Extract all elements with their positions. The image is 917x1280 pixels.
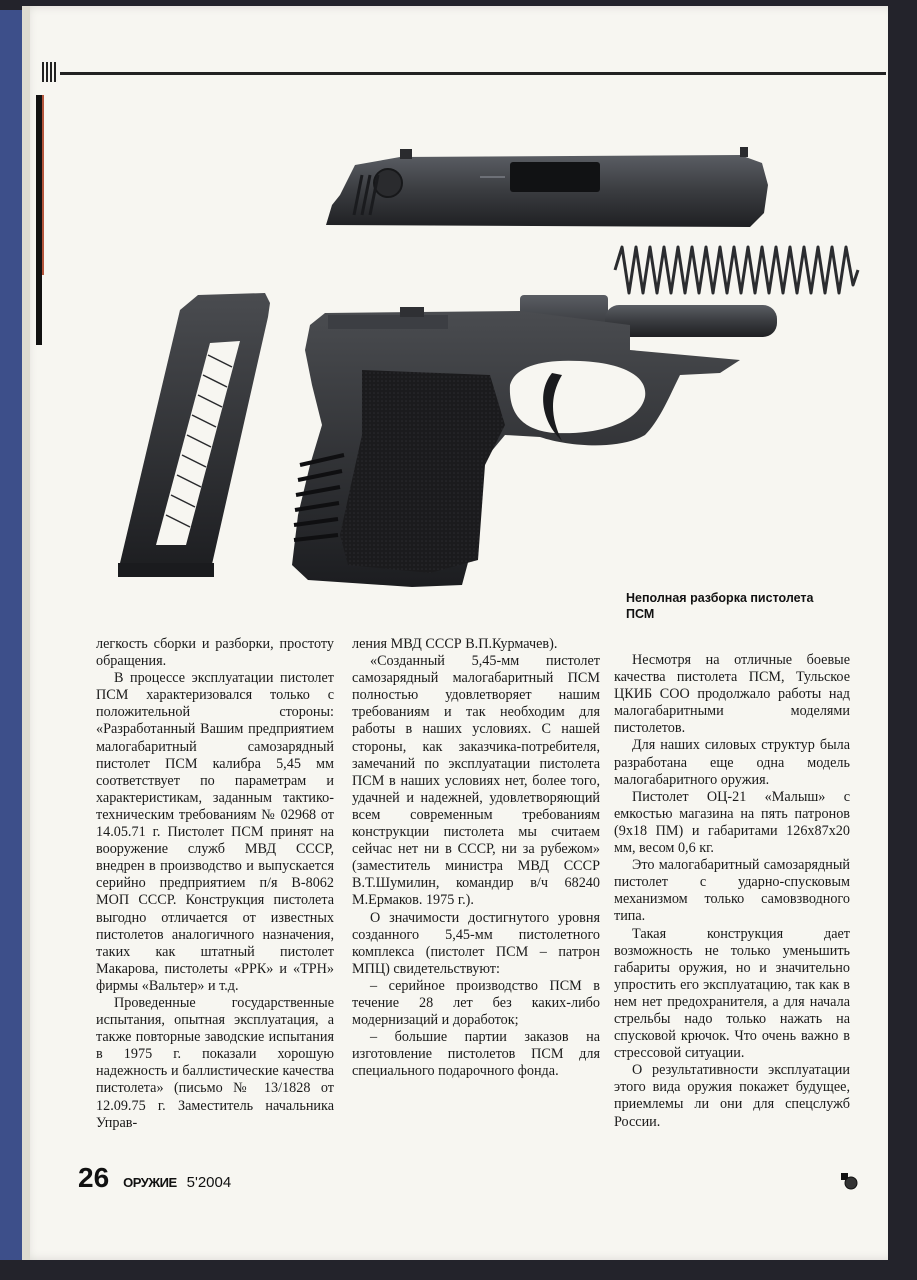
magazine <box>118 293 270 577</box>
page-footer <box>78 1162 231 1202</box>
pistol-disassembly-photo <box>100 135 880 595</box>
page-edge <box>22 6 30 1260</box>
magazine-logo: ОРУЖИЕ <box>123 1175 177 1190</box>
photo-caption <box>626 590 876 622</box>
paragraph: О результативности эксплуатации этого вида оружия покажет будущее, приемлемы ли они для спецслужб России. <box>614 1062 850 1130</box>
paragraph: – серийное производство ПСМ в течение 28 лет без каких-либо модернизаций и доработок; <box>352 977 600 1029</box>
paragraph: Такая конструкция дает возможность не только уменьшить габариты оружия, но и значительно упростить его эксплуатацию, так как в нем нет предохранителя, а для начала стрельбы надо только нажать на спусковой крючок. Что очень важно в стрессовой ситуации. <box>614 925 850 1062</box>
header-rule-dots <box>42 62 56 82</box>
caption-line-1: Неполная разборка пистолета <box>626 591 814 605</box>
page-number: 26 <box>78 1162 110 1193</box>
paragraph: – большие партии заказов на изготовление пистолетов ПСМ для специального подарочного фонда. <box>352 1029 600 1080</box>
slide <box>326 147 768 227</box>
paragraph: легкость сборки и разборки, простоту обращения. <box>96 636 334 670</box>
paragraph: Пистолет ОЦ-21 «Малыш» с емкостью магазина на пять патронов (9x18 ПМ) и габаритами 126x87x20 мм, весом 0,6 кг. <box>614 788 850 857</box>
issue-number: 5'2004 <box>186 1174 232 1191</box>
paragraph: Для наших силовых структур была разработана еще одна модель малогабаритного оружия. <box>614 737 850 788</box>
frame <box>292 307 740 587</box>
paragraph: Это малогабаритный самозарядный пистолет с ударно-спусковым механизмом только самовзводного типа. <box>614 857 850 925</box>
paragraph: О значимости достигнутого уровня созданного 5,45-мм пистолетного комплекса (пистолет ПСМ – патрон МПЦ) свидетельствуют: <box>352 909 600 977</box>
margin-accent <box>42 95 44 275</box>
paragraph: Несмотря на отличные боевые качества пистолета ПСМ, Тульское ЦКИБ СОО продолжало работы над малогабаритными моделями пистолетов. <box>614 652 850 737</box>
caption-line-2: ПСМ <box>626 607 655 621</box>
text-column-1 <box>96 636 334 1132</box>
paragraph: Проведенные государственные испытания, опытная эксплуатация, а также повторные заводские испытания в 1975 г. показали хорошую надежность и баллистические качества пистолета» (письмо № 13/1828 от 12.09.75 г. Заместитель начальника Управ- <box>96 994 334 1131</box>
paragraph: «Созданный 5,45-мм пистолет самозарядный малогабаритный ПСМ полностью удовлетворяет нашим требованиям и так необходим для работы в наших условиях. С нашей стороны, как заказчика-потребителя, замечаний по эксплуатации пистолета ПСМ в наших условиях нет, более того, удачней и надежней, удовлетворяющий всем современным требованиям конструкции пистолета мы считаем сейчас нет ни в СССР, ни за рубежом» (заместитель министра МВД СССР В.Т.Шумилин, командир в/ч 68240 М.Ермаков. 1975 г.). <box>352 653 600 909</box>
paragraph: ления МВД СССР В.П.Курмачев). <box>352 636 558 652</box>
text-column-2 <box>352 636 600 1080</box>
end-of-article-icon <box>840 1172 858 1190</box>
recoil-spring <box>615 247 858 293</box>
header-rule <box>60 72 886 75</box>
text-column-3 <box>614 652 850 1131</box>
paragraph: В процессе эксплуатации пистолет ПСМ характеризовался только с положительной стороны: «Разработанный Вашим предприятием малогабаритный самозарядный пистолет ПСМ калибра 5,45 мм соответствует по параметрам и характеристикам, заданным тактико-техническим требованиям № 02968 от 14.05.71 г. Пистолет ПСМ принят на вооружение служб МВД СССР, внедрен в производство и выпускается серийно предприятием п/я В-8062 МОП СССР. Конструкция пистолета выгодно отличается от известных пистолетов аналогичного назначения, таких как штатный пистолет Макарова, пистолеты «РРК» и «ТРН» фирмы «Вальтер» и т.д. <box>96 670 334 994</box>
